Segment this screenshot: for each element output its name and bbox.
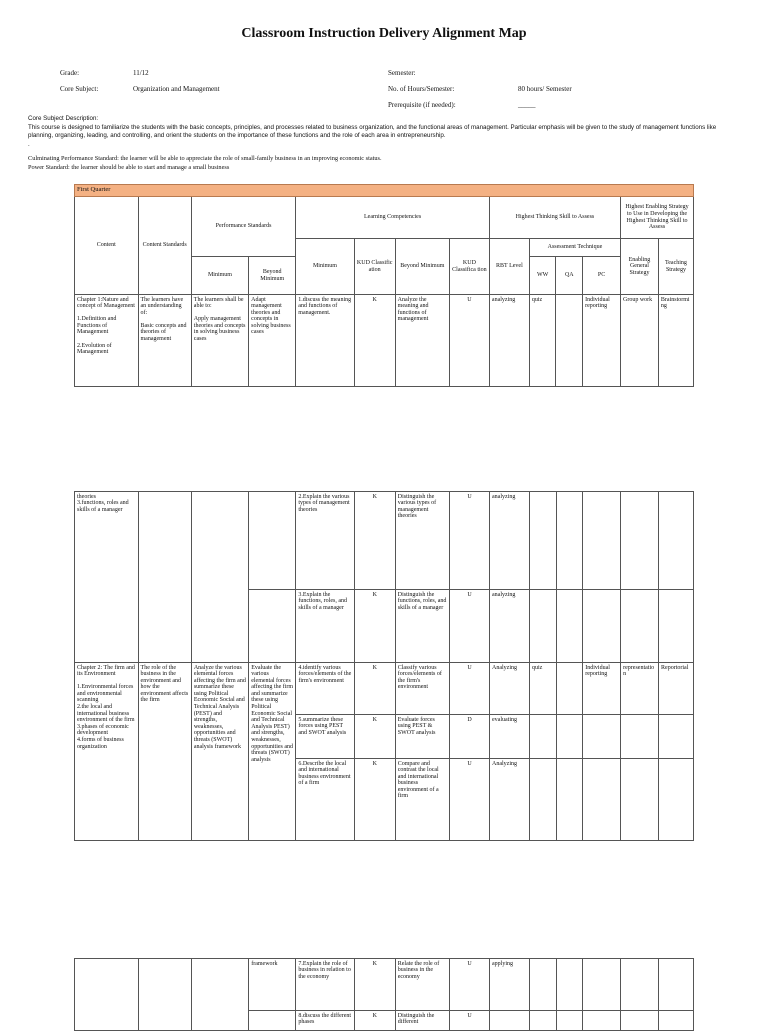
alignment-table-part-2	[74, 491, 694, 841]
cell-rbt: analyzing	[490, 492, 530, 590]
cell-enabling: representation	[621, 663, 659, 715]
header-highest-thinking: Highest Thinking Skill to Assess	[489, 197, 620, 239]
cell-content: Chapter 1:Nature and concept of Management 1.Definition and Functions of Management 2.Evolution of Management	[75, 295, 139, 387]
cell-perf-beyond: framework	[249, 959, 296, 1011]
header-learning-competencies: Learning Competencies	[296, 197, 490, 239]
cell-rbt: applying	[490, 959, 530, 1011]
cell-rbt: analyzing	[489, 295, 529, 387]
cell-comp-minimum: 4.identify various forces/elements of the firm's environment	[296, 663, 354, 715]
hours-label: No. of Hours/Semester:	[388, 85, 455, 93]
culminating-standard: Culminating Performance Standard: the learner will be able to appreciate the role of small-family business in an improving economic status.	[28, 155, 382, 162]
quarter-label: First Quarter	[75, 185, 694, 197]
cell-ww: quiz	[529, 295, 556, 387]
core-subject-description	[28, 115, 740, 149]
header-qa: QA	[556, 257, 583, 295]
table-row	[75, 663, 694, 715]
header-kud-1: KUD Classific ation	[354, 239, 395, 295]
table-row	[75, 295, 694, 387]
grade-value: 11/12	[133, 69, 149, 77]
header-content-standards: Content Standards	[138, 197, 191, 295]
table-row	[75, 492, 694, 590]
cell-kud-2: U	[449, 295, 489, 387]
cell-teaching: Brainstorming	[658, 295, 693, 387]
power-standard: Power Standard: the learner should be able to start and manage a small business	[28, 164, 230, 171]
hours-value: 80 hours/ Semester	[518, 85, 572, 93]
cell-kud-1: K	[354, 715, 395, 759]
cell-rbt: analyzing	[490, 590, 530, 663]
cell-content-standard: The learners have an understanding of: Basic concepts and theories of management	[138, 295, 191, 387]
cell-enabling: Group work	[621, 295, 659, 387]
cell-content: theories 3.functions, roles and skills of a manager	[75, 492, 139, 663]
prerequisite-label: Prerequisite (if needed):	[388, 101, 456, 109]
header-enabling-strategy: Enabling General Strategy	[621, 239, 659, 295]
description-dot: .	[28, 140, 30, 148]
cell-kud-2: U	[450, 959, 490, 1011]
cell-comp-minimum: 3.Explain the functions, roles, and skills of a manager	[296, 590, 354, 663]
header-performance-standards: Performance Standards	[191, 197, 296, 257]
cell-teaching: Reportorial	[659, 663, 694, 715]
header-perf-beyond: Beyond Minimum	[249, 257, 296, 295]
cell-comp-minimum: 1.discuss the meaning and functions of management.	[296, 295, 354, 387]
cell-comp-beyond: Classify various forces/elements of the firm's environment	[395, 663, 449, 715]
semester-label: Semester:	[388, 69, 416, 77]
cell-comp-minimum: 5.summarize these forces using PEST and SWOT analysis	[296, 715, 354, 759]
header-assessment-technique: Assessment Technique	[529, 239, 620, 257]
cell-kud-2: U	[450, 663, 490, 715]
cell-comp-beyond: Distinguish the different	[395, 1011, 449, 1031]
cell-content-standard: The role of the business in the environment and how the environment affects the firm	[138, 663, 191, 841]
cell-perf-minimum: Analyze the various elemental forces affecting the firm and summarize these using Political Economic Social and Technical Analysis (PEST) and strengths, weaknesses, opportunities and threats (SWOT) analysis framework	[191, 663, 248, 841]
cell-kud-2: U	[450, 492, 490, 590]
cell-kud-1: K	[354, 295, 395, 387]
cell-comp-beyond: Distinguish the functions, roles, and skills of a manager	[395, 590, 449, 663]
header-ww: WW	[529, 257, 556, 295]
cell-kud-1: K	[354, 759, 395, 841]
cell-comp-beyond: Distinguish the various types of management theories	[395, 492, 449, 590]
cell-kud-1: K	[354, 1011, 395, 1031]
cell-qa	[556, 663, 583, 715]
cell-perf-beyond	[249, 590, 296, 663]
cell-qa	[556, 295, 583, 387]
header-teaching-strategy: Teaching Strategy	[658, 239, 693, 295]
alignment-table-part-3	[74, 958, 694, 1031]
header-content: Content	[75, 197, 139, 295]
cell-perf-beyond: Evaluate the various elemental forces affecting the firm and summarize these using Political Economic Social and Technical Analysis PEST) and strengths, weaknesses, opportunities and threats (SWOT) analysis	[249, 663, 296, 841]
core-subject-value: Organization and Management	[133, 85, 220, 93]
header-perf-minimum: Minimum	[191, 257, 248, 295]
cell-content-standard	[138, 492, 191, 663]
cell-perf-beyond	[249, 492, 296, 590]
cell-rbt: evaluating	[490, 715, 530, 759]
cell-comp-beyond: Compare and contrast the local and international business environment of a firm	[395, 759, 449, 841]
alignment-table-part-1	[74, 184, 694, 387]
header-rbt-level: RBT Level	[489, 239, 529, 295]
cell-rbt: Analyzing	[490, 663, 530, 715]
cell-comp-minimum: 2.Explain the various types of management theories	[296, 492, 354, 590]
description-body: This course is designed to familiarize the students with the basic concepts, principles, and processes related to business organization, and the functional areas of management. Particular emphasis will be given to the study of management functions like planning, organizing, leading, and controlling, and orient the students on the importance of these functions and the role of each area in entrepreneurship.	[28, 123, 717, 139]
cell-kud-2: D	[450, 715, 490, 759]
grade-label: Grade:	[60, 69, 80, 77]
header-comp-minimum: Minimum	[296, 239, 354, 295]
header-kud-2: KUD Classifica tion	[449, 239, 489, 295]
cell-comp-beyond: Evaluate forces using PEST & SWOT analysis	[395, 715, 449, 759]
cell-kud-1: K	[354, 663, 395, 715]
page-title: Classroom Instruction Delivery Alignment Map	[241, 26, 527, 41]
cell-comp-beyond: Relate the role of business in the economy	[395, 959, 449, 1011]
cell-kud-2: U	[450, 590, 490, 663]
cell-kud-1: K	[354, 590, 395, 663]
cell-perf-minimum	[191, 492, 248, 663]
cell-comp-minimum: 8.discuss the different phases	[296, 1011, 354, 1031]
cell-comp-minimum: 6.Describe the local and international business environment of a firm	[296, 759, 354, 841]
prerequisite-value: _____	[518, 101, 536, 109]
cell-comp-minimum: 7.Explain the role of business in relation to the economy	[296, 959, 354, 1011]
core-subject-label: Core Subject:	[60, 85, 99, 93]
cell-kud-1: K	[354, 959, 395, 1011]
cell-kud-2: U	[450, 1011, 490, 1031]
cell-rbt: Analyzing	[490, 759, 530, 841]
description-heading: Core Subject Description:	[28, 115, 99, 122]
cell-pc: Individual reporting	[583, 295, 621, 387]
cell-ww: quiz	[529, 663, 556, 715]
cell-kud-1: K	[354, 492, 395, 590]
cell-comp-beyond: Analyze the meaning and functions of management	[395, 295, 449, 387]
cell-pc: Individual reporting	[583, 663, 621, 715]
table-row	[75, 959, 694, 1011]
header-comp-beyond: Beyond Minimum	[395, 239, 449, 295]
header-highest-enabling: Highest Enabling Strategy to Use in Developing the Highest Thinking Skill to Assess	[621, 197, 694, 239]
cell-content: Chapter 2: The firm and its Environment 1.Environmental forces and environmental scanning 2.the local and international business environment of the firm 3.phases of economic development 4.forms of business organization	[75, 663, 139, 841]
cell-perf-beyond: Adapt management theories and concepts in solving business cases	[249, 295, 296, 387]
cell-perf-minimum: The learners shall be able to: Apply management theories and concepts in solving business cases	[191, 295, 248, 387]
cell-kud-2: U	[450, 759, 490, 841]
header-pc: PC	[583, 257, 621, 295]
